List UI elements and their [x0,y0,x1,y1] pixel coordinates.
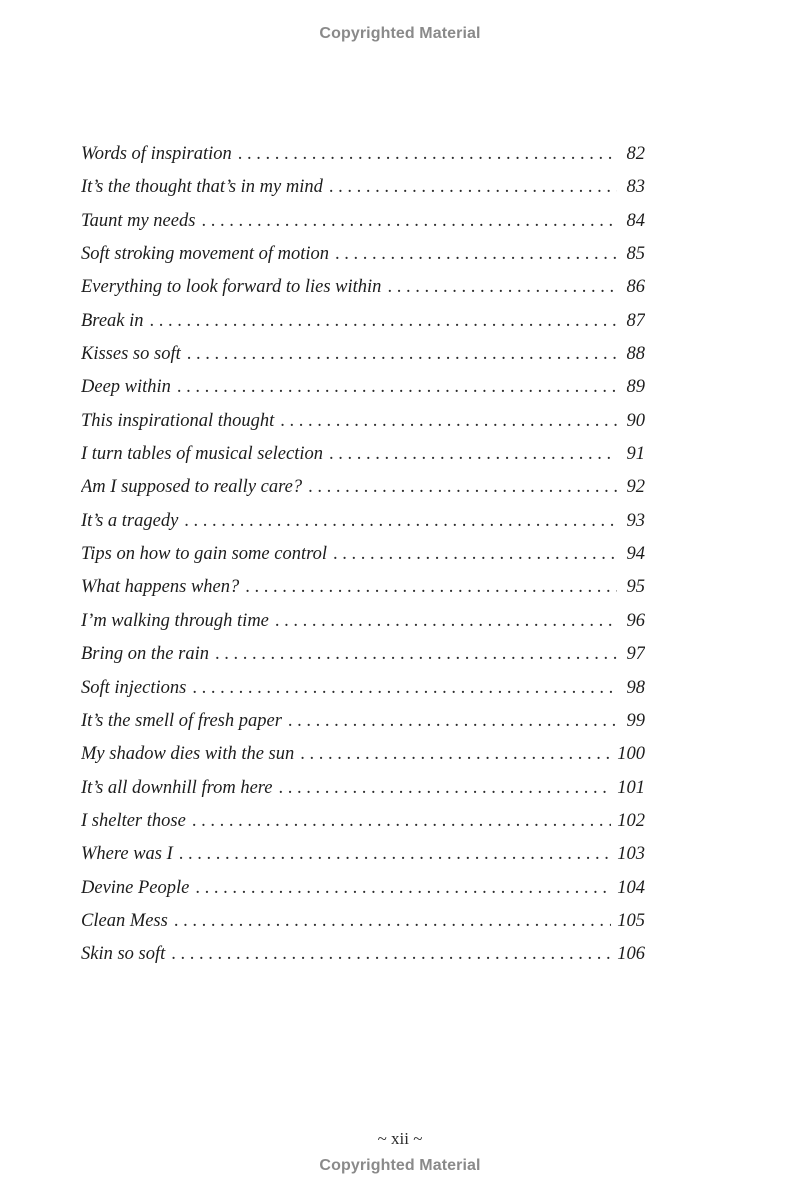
toc-entry-title: Bring on the rain [81,644,209,665]
toc-entry [81,140,645,173]
toc-entry-page: 103 [617,844,645,865]
toc-entry-title: I turn tables of musical selection [81,444,324,465]
toc-entry-title: Devine People [81,877,190,898]
toc-dot-leader [215,640,617,668]
toc-dot-leader [174,907,611,935]
toc-entry [81,240,645,273]
toc-entry-page: 97 [626,644,645,665]
toc-entry [81,440,645,473]
toc-entry-page: 105 [617,910,645,931]
toc-entry-page: 98 [626,677,645,698]
toc-entry-page: 100 [617,744,645,765]
toc-dot-leader [179,840,611,868]
toc-entry-page: 101 [617,777,645,798]
toc-entry-title: What happens when? [81,577,240,598]
toc-dot-leader [335,240,617,268]
toc-entry [81,473,645,506]
toc-entry-page: 89 [626,377,645,398]
toc-entry [81,640,645,673]
toc-entry-title: Tips on how to gain some control [81,544,328,565]
toc-entry-page: 83 [626,177,645,198]
toc-dot-leader [184,507,617,535]
toc-entry-title: My shadow dies with the sun [81,744,295,765]
toc-entry-page: 99 [626,710,645,731]
toc-entry-page: 82 [626,144,645,164]
toc-entry-title: Skin so soft [81,944,166,965]
toc-entry-page: 85 [626,244,645,265]
toc-dot-leader [177,373,617,401]
toc-dot-leader [280,407,617,435]
toc-entry-title: It’s a tragedy [81,510,179,531]
toc-entry-page: 87 [626,310,645,331]
toc-entry-page: 92 [626,477,645,498]
toc-entry [81,940,645,973]
toc-entry-title: Where was I [81,844,173,865]
toc-dot-leader [238,140,617,168]
toc-entry-page: 104 [617,877,645,898]
toc-entry [81,540,645,573]
toc-entry-title: It’s the smell of fresh paper [81,710,282,731]
toc-entry-title: Break in [81,310,144,331]
toc-entry [81,674,645,707]
toc-entry-page: 95 [626,577,645,598]
toc-entry-title: It’s all downhill from here [81,777,273,798]
toc-dot-leader [195,874,611,902]
toc-entry-title: I’m walking through time [81,610,269,631]
toc-entry-page: 93 [626,510,645,531]
toc-entry-page: 102 [617,810,645,831]
toc-entry [81,774,645,807]
toc-dot-leader [187,340,617,368]
toc-entry-title: Am I supposed to really care? [81,477,303,498]
page-folio: ~ xii ~ [377,1129,423,1148]
toc-dot-leader [387,273,617,301]
toc-entry [81,507,645,540]
toc-entry-page: 96 [626,610,645,631]
toc-dot-leader [192,807,611,835]
toc-entry-title: Everything to look forward to lies within [81,277,382,298]
toc-dot-leader [279,774,612,802]
toc-dot-leader [288,707,617,735]
copyright-watermark-bottom: Copyrighted Material [319,1157,481,1174]
toc-dot-leader [300,740,611,768]
toc-entry [81,173,645,206]
toc-entry-title: I shelter those [81,810,186,831]
toc-dot-leader [201,207,617,235]
toc-entry-title: Deep within [81,377,171,398]
toc-entry [81,607,645,640]
toc-dot-leader [275,607,617,635]
toc-entry-title: Taunt my needs [81,210,196,231]
toc-entry-title: Words of inspiration [81,144,232,164]
toc-entry-title: This inspirational thought [81,410,275,431]
toc-dot-leader [329,440,617,468]
toc-entry-title: Soft stroking movement of motion [81,244,330,265]
toc-dot-leader [150,307,617,335]
toc-dot-leader [329,173,617,201]
toc-entry [81,573,645,606]
toc-entry-title: It’s the thought that’s in my mind [81,177,323,198]
toc-entry-page: 91 [626,444,645,465]
toc-entry [81,874,645,907]
toc-dot-leader [245,573,617,601]
toc-entry [81,407,645,440]
toc-entry-page: 90 [626,410,645,431]
toc-entry-page: 84 [626,210,645,231]
toc-dot-leader [171,940,611,968]
table-of-contents [81,140,645,974]
toc-entry [81,340,645,373]
toc-entry-page: 106 [617,944,645,965]
toc-entry [81,273,645,306]
toc-entry-page: 94 [626,544,645,565]
toc-entry [81,707,645,740]
toc-entry-title: Clean Mess [81,910,168,931]
toc-entry [81,807,645,840]
toc-dot-leader [308,473,617,501]
toc-entry-page: 88 [626,344,645,365]
toc-entry [81,307,645,340]
toc-dot-leader [333,540,617,568]
toc-dot-leader [192,674,617,702]
toc-entry [81,740,645,773]
toc-entry-title: Kisses so soft [81,344,181,365]
toc-entry [81,840,645,873]
toc-entry [81,907,645,940]
toc-entry [81,207,645,240]
copyright-watermark-top: Copyrighted Material [319,25,481,42]
toc-entry-title: Soft injections [81,677,187,698]
toc-entry [81,373,645,406]
toc-entry-page: 86 [626,277,645,298]
